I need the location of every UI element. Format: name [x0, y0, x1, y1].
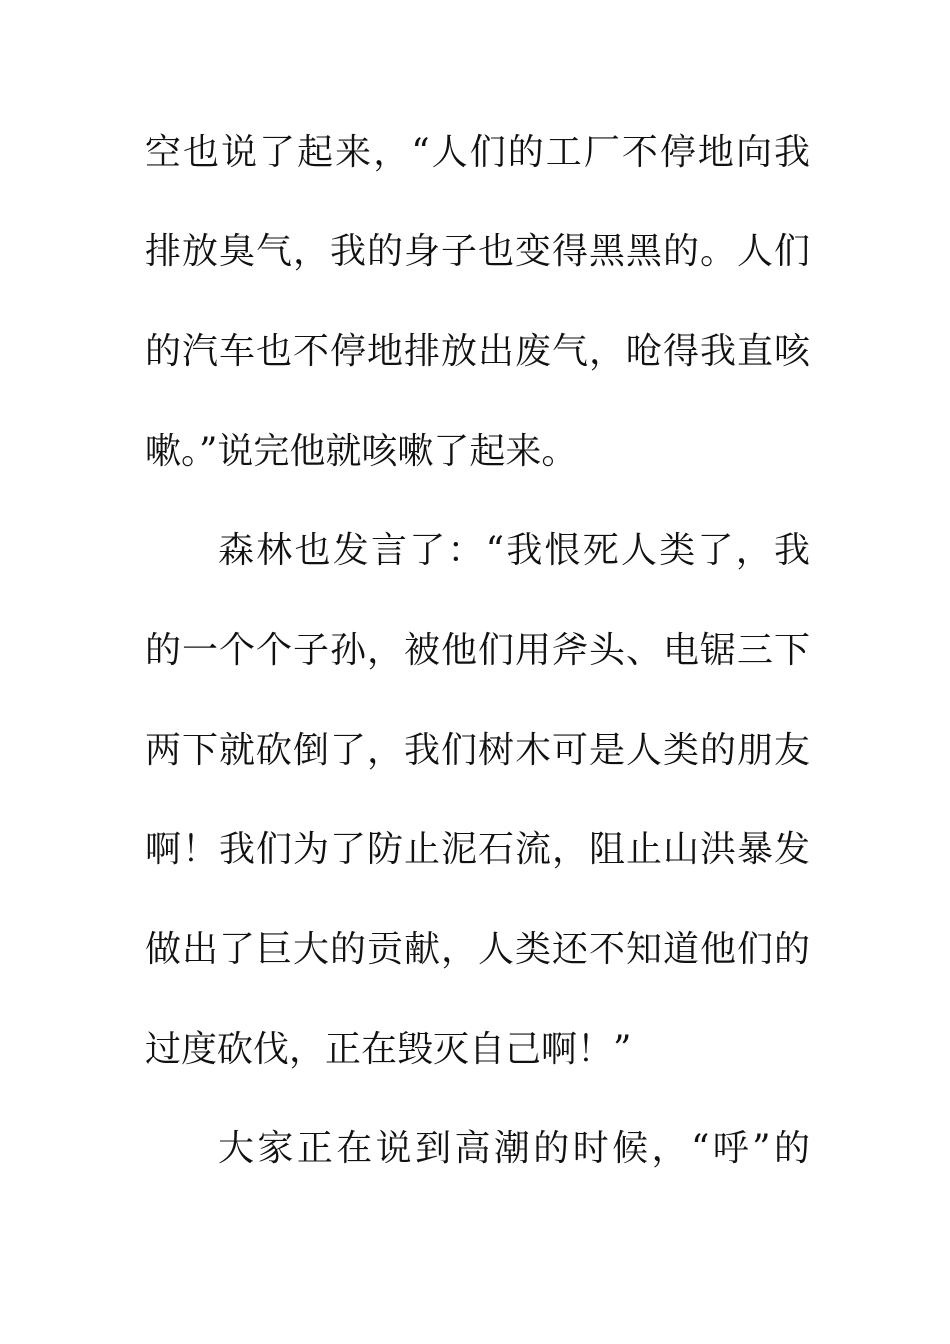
- text-line: 大家正在说到高潮的时候，“呼”的: [218, 1128, 810, 1169]
- text-line: 做出了巨大的贡献，人类还不知道他们的: [145, 929, 810, 970]
- text-line: 的一个个子孙，被他们用斧头、电锯三下: [145, 630, 810, 671]
- text-line: 空也说了起来，“人们的工厂不停地向我: [145, 132, 810, 173]
- text-line: 两下就砍倒了，我们树木可是人类的朋友: [145, 730, 810, 771]
- text-line: 森林也发言了：“我恨死人类了，我: [218, 530, 810, 571]
- text-line: 排放臭气，我的身子也变得黑黑的。人们: [145, 231, 810, 272]
- text-line: 过度砍伐，正在毁灭自己啊！”: [145, 1029, 632, 1070]
- text-line: 啊！我们为了防止泥石流，阻止山洪暴发: [145, 829, 810, 870]
- text-line: 嗽。”说完他就咳嗽了起来。: [145, 431, 578, 472]
- text-line: 的汽车也不停地排放出废气，呛得我直咳: [145, 331, 810, 372]
